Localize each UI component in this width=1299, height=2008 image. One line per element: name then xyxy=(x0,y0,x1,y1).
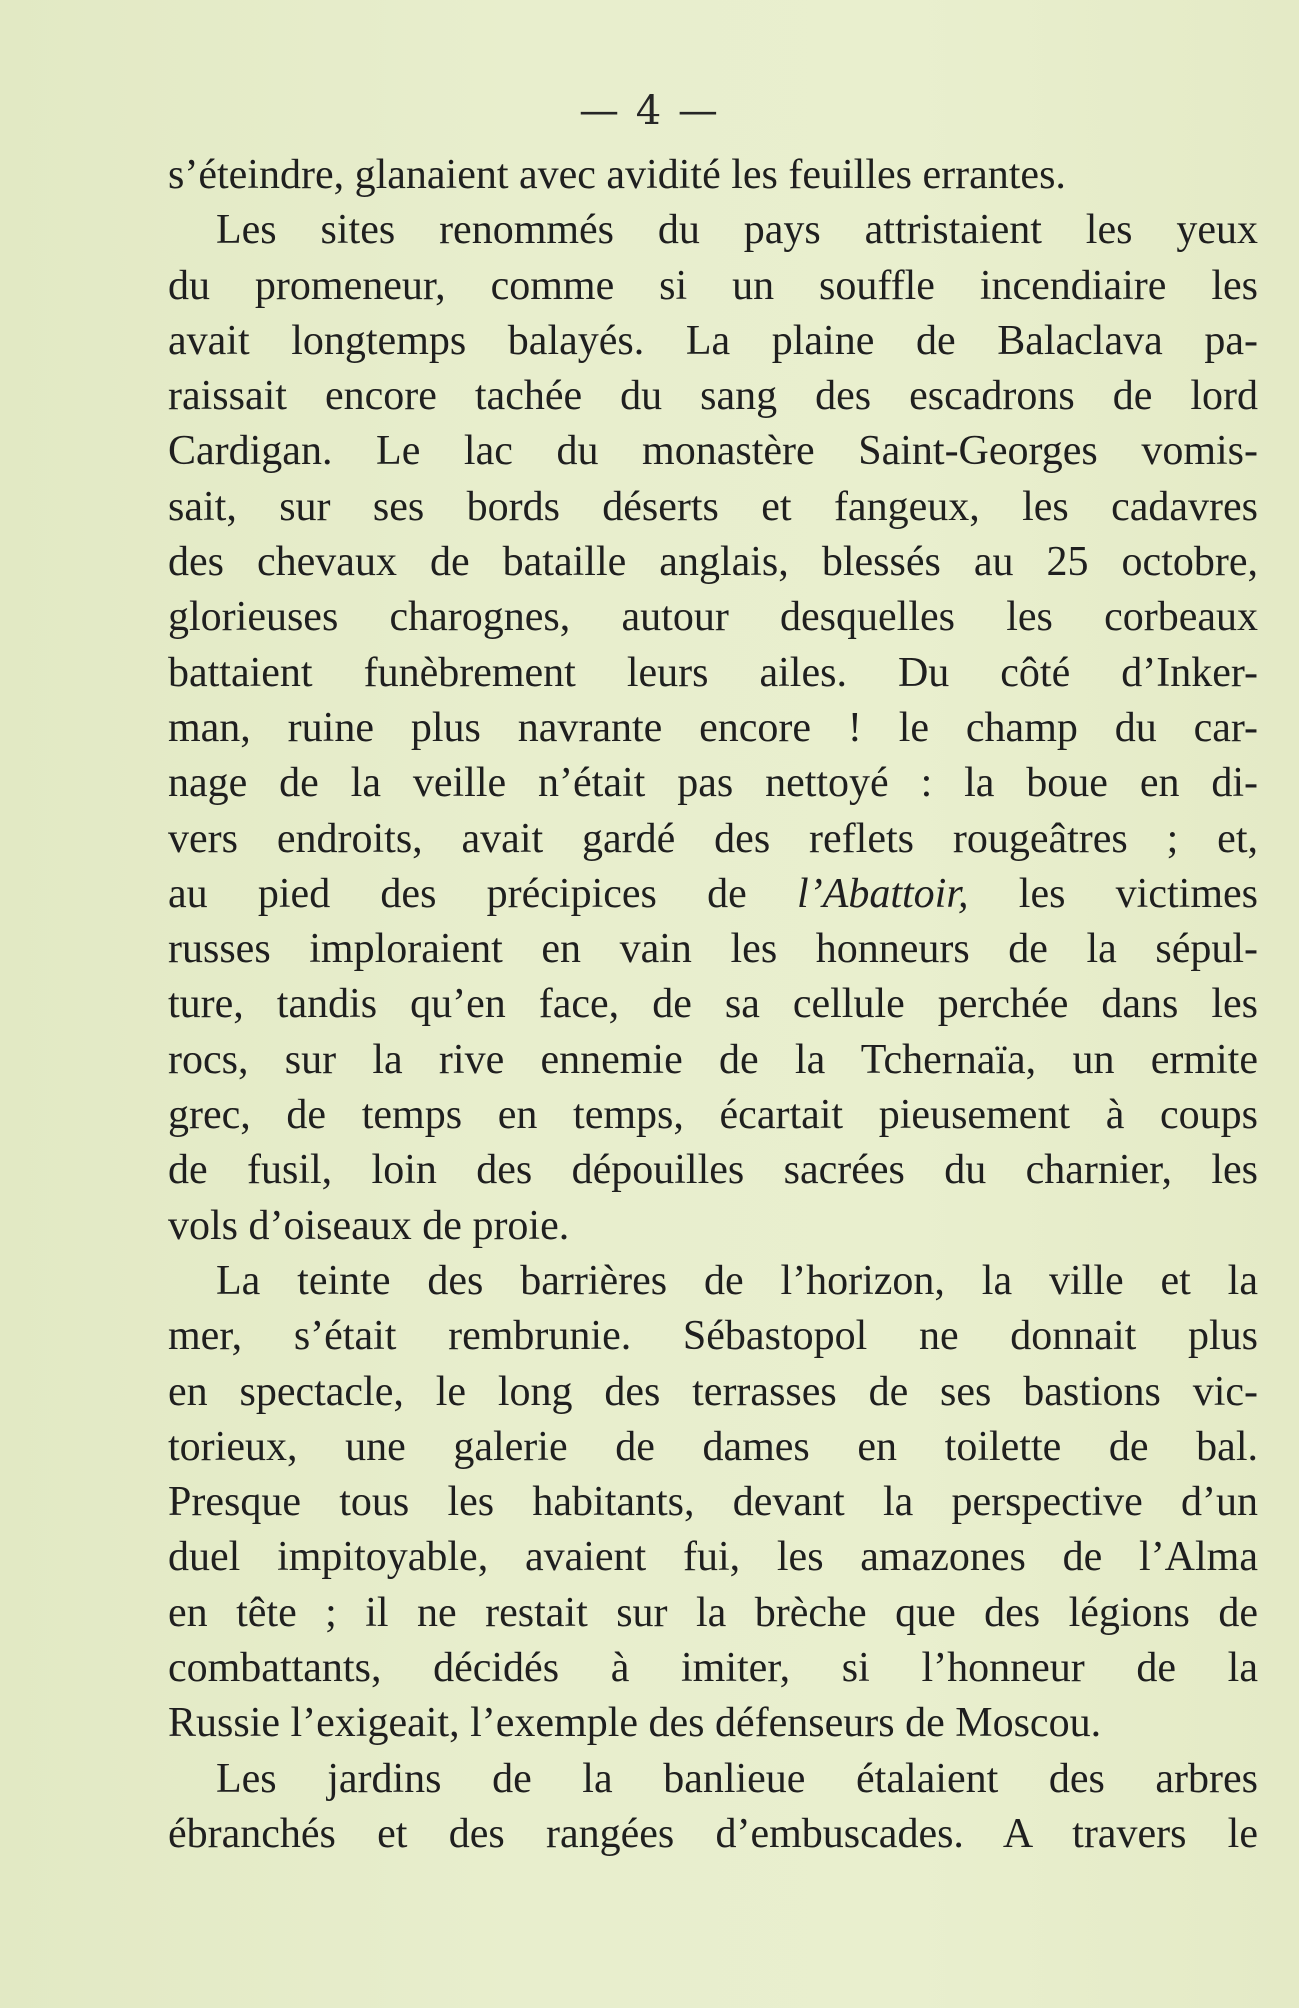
text-line: man, ruine plus navrante encore ! le champ du car- xyxy=(168,704,1258,751)
text-line: vols d’oiseaux de proie. xyxy=(168,1202,570,1249)
text-line: avait longtemps balayés. La plaine de Balaclava pa- xyxy=(168,317,1258,364)
text-line: s’éteindre, glanaient avec avidité les feuilles errantes. xyxy=(168,152,1066,198)
text-line: grec, de temps en temps, écartait pieusement à coups xyxy=(168,1092,1258,1139)
text-line: du promeneur, comme si un souffle incendiaire les xyxy=(168,262,1258,309)
text-line: Cardigan. Le lac du monastère Saint-Georges vomis- xyxy=(168,428,1258,475)
text-segment: au pied des précipices de xyxy=(168,870,798,917)
text-line: vers endroits, avait gardé des reflets rougeâtres ; et, xyxy=(168,815,1258,862)
text-line: combattants, décidés à imiter, si l’honneur de la xyxy=(168,1645,1258,1692)
text-line: ébranchés et des rangées d’embuscades. A travers le xyxy=(168,1810,1258,1857)
text-line: de fusil, loin des dépouilles sacrées du charnier, les xyxy=(168,1147,1258,1194)
text-line: battaient funèbrement leurs ailes. Du côté d’Inker- xyxy=(168,649,1258,696)
text-line: glorieuses charognes, autour desquelles les corbeaux xyxy=(168,594,1258,641)
text-line: Russie l’exigeait, l’exemple des défenseurs de Moscou. xyxy=(168,1700,1102,1747)
text-line: ture, tandis qu’en face, de sa cellule perchée dans les xyxy=(168,981,1258,1028)
text-line: rocs, sur la rive ennemie de la Tchernaïa, un ermite xyxy=(168,1036,1258,1083)
text-line: Les jardins de la banlieue étalaient des arbres xyxy=(216,1755,1258,1802)
text-segment: les victimes xyxy=(968,870,1258,917)
text-line: raissait encore tachée du sang des escadrons de lord xyxy=(168,373,1258,420)
text-line: des chevaux de bataille anglais, blessés au 25 octobre, xyxy=(168,539,1258,586)
text-line: russes imploraient en vain les honneurs de la sépul- xyxy=(168,926,1258,973)
body-text xyxy=(168,148,1258,1862)
text-line: en spectacle, le long des terrasses de ses bastions vic- xyxy=(168,1368,1258,1415)
text-line: Les sites renommés du pays attristaient les yeux xyxy=(216,207,1258,254)
text-line: mer, s’était rembrunie. Sébastopol ne donnait plus xyxy=(168,1313,1258,1360)
text-line-with-italic xyxy=(168,867,1258,922)
page-number: — 4 — xyxy=(579,88,720,134)
text-line: duel impitoyable, avaient fui, les amazones de l’Alma xyxy=(168,1534,1258,1581)
text-line: torieux, une galerie de dames en toilette de bal. xyxy=(168,1423,1258,1470)
text-line: La teinte des barrières de l’horizon, la ville et la xyxy=(216,1257,1258,1304)
text-line: en tête ; il ne restait sur la brèche que des légions de xyxy=(168,1589,1258,1636)
text-line: Presque tous les habitants, devant la perspective d’un xyxy=(168,1479,1258,1526)
text-line: sait, sur ses bords déserts et fangeux, les cadavres xyxy=(168,483,1258,530)
italic-term: l’Abattoir, xyxy=(797,870,969,917)
text-line: nage de la veille n’était pas nettoyé : la boue en di- xyxy=(168,760,1258,807)
